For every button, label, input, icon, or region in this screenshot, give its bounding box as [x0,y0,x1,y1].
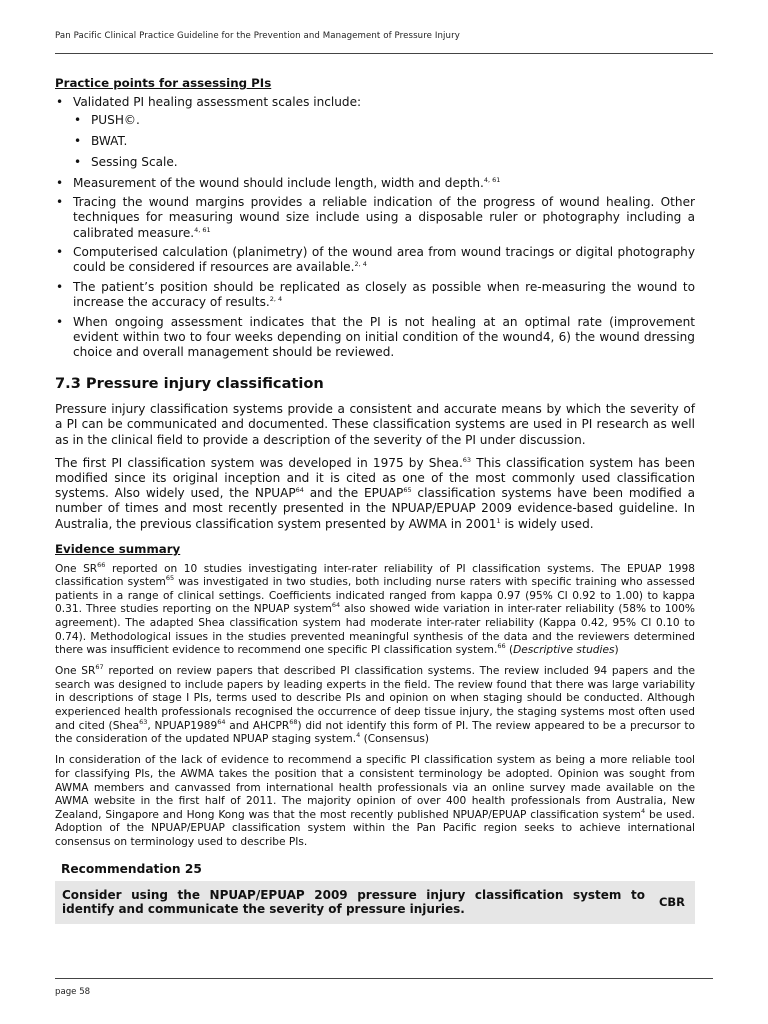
citation: 66 [497,642,506,651]
citation: 64 [331,601,341,610]
citation: 64 [295,486,304,495]
citation: 63 [462,456,472,465]
list-item [55,176,695,191]
citation: 66 [97,560,106,569]
citation: 64 [217,717,226,726]
paragraph: The first PI classification system was developed in 1975 by Shea.$^{63}$ This classification system has been modified since its original inception and it is cited as one of the most commonly used classification systems. Also widely used, the NPUAP$^{64}$ and the EPUAP$^{65}$ classification systems have been modified a number of times and most recently presented in the NPUAP/EPUAP 2009 evidence-based guideline. In Australia, the previous classification system presented by AWMA in 2001$^1$ is widely used. [55,456,695,531]
citation: 63 [139,717,148,726]
scale-item: • PUSH©. [73,113,695,128]
citation: 65 [403,486,412,495]
list-item-text: Tracing the wound margins provides a reliable indication of the progress of wound healing. Other techniques for measuring wound size include using a disposable ruler or photography including a calibrated measure. [73,195,695,240]
evidence-summary-heading: Evidence summary [55,541,181,556]
header-rule [55,53,713,54]
recommendation-text: Consider using the NPUAP/EPUAP 2009 pressure injury classification system to identify and communicate the severity of pressure injuries. [62,887,645,917]
page-number: page 58 [55,987,91,997]
citation: 65 [165,574,175,583]
list-item [55,315,695,361]
paragraph: Pressure injury classification systems provide a consistent and accurate means by which the severity of a PI can be communicated and documented. These classification systems are used in PI research as well as in the clinical field to provide a description of the severity of the PI under discussion. [55,402,695,447]
practice-points-list [55,95,695,360]
citation: 67 [95,663,104,672]
list-item [55,95,695,170]
evidence-level: Descriptive studies [513,644,615,657]
citation: 2, 4 [354,260,367,269]
citation: 4, 61 [483,175,501,184]
citation: 2, 4 [269,295,283,304]
citation: 68 [289,717,298,726]
citation: 4 [640,806,646,815]
list-item-text: When ongoing assessment indicates that the PI is not healing at an optimal rate (improvement evident within two to four weeks depending on initial condition of the wound4, 6) the wound dressing choice and overall management should be reviewed. [73,314,695,360]
scale-item: • BWAT. [73,134,695,149]
list-item [55,195,695,241]
list-item-text: The patient’s position should be replicated as closely as possible when re-measuring the wound to increase the accuracy of results. [73,279,695,310]
evidence-paragraph: In consideration of the lack of evidence to recommend a specific PI classification system as being a more reliable tool for classifying PIs, the AWMA takes the position that a consistent terminology be adopted. Opinion was sought from AWMA members and canvassed from international health professionals via an online survey made available on the AWMA website in the first half of 2011. The majority opinion of over 400 health professionals from Australia, New Zealand, Singapore and Hong Kong was that the most recently published NPUAP/EPUAP classification system$^4$ be used. Adoption of the NPUAP/EPUAP classification system within the Pan Pacific region seeks to achieve international consensus on terminology used to describe PIs. [55,754,695,848]
scale-item: • Sessing Scale. [73,155,695,170]
list-item [55,245,695,275]
footer-rule [55,978,713,979]
scales-intro: Validated PI healing assessment scales include: [73,95,362,109]
recommendation-grade: CBR [658,895,685,910]
recommendation-title: Recommendation 25 [61,861,202,876]
scales-list [73,113,695,170]
list-item-text: Measurement of the wound should include length, width and depth. [73,175,484,190]
page-content [55,76,695,924]
evidence-paragraph: One SR$^{67}$ reported on review papers that described PI classification systems. The review included 94 papers and the search was designed to include papers by leading experts in the field. The review found that there was large variability in descriptions of stage I PIs, terms used to describe PIs and opinion on when staging should be conducted. Although experienced health professionals recognised the occurrence of deep tissue injury, the staging systems most often used and cited (Shea$^{63}$, NPUAP1989$^{64}$ and AHCPR$^{68}$) did not identify this form of PI. The review appeared to be a precursor to the consideration of the updated NPUAP staging system.$^4$ (Consensus) [55,663,695,746]
section-title: 7.3 Pressure injury classification [55,375,324,393]
list-item [55,280,695,310]
running-header: Pan Pacific Clinical Practice Guideline for the Prevention and Management of Pressure Injury [55,31,460,41]
practice-points-heading: Practice points for assessing PIs [55,76,272,90]
citation: 4, 61 [194,225,211,234]
evidence-paragraph: One SR$^{66}$ reported on 10 studies investigating inter-rater reliability of PI classification systems. The EPUAP 1998 classification system$^{65}$ was investigated in two studies, both including nurse raters with specific training who assessed patients in a range of clinical settings. Coefficients indicated ranged from kappa 0.97 (95% CI 0.92 to 1.00) to kappa 0.31. Three studies reporting on the NPUAP system$^{64}$ also showed wide variation in inter-rater reliability (58% to 100% agreement). The adapted Shea classification system had moderate inter-rater reliability (Kappa 0.42, 95% CI 0.10 to 0.74). Methodological issues in the studies prevented meaningful synthesis of the data and the reviewers determined there was insufficient evidence to recommend one specific PI classification system.$^{66}$ (Descriptive studies) [55,560,695,657]
recommendation-box [55,881,695,924]
citation: 1 [496,516,501,525]
citation: 4 [356,731,361,740]
list-item-text: Computerised calculation (planimetry) of the wound area from wound tracings or digital photography could be considered if resources are available. [73,245,695,275]
